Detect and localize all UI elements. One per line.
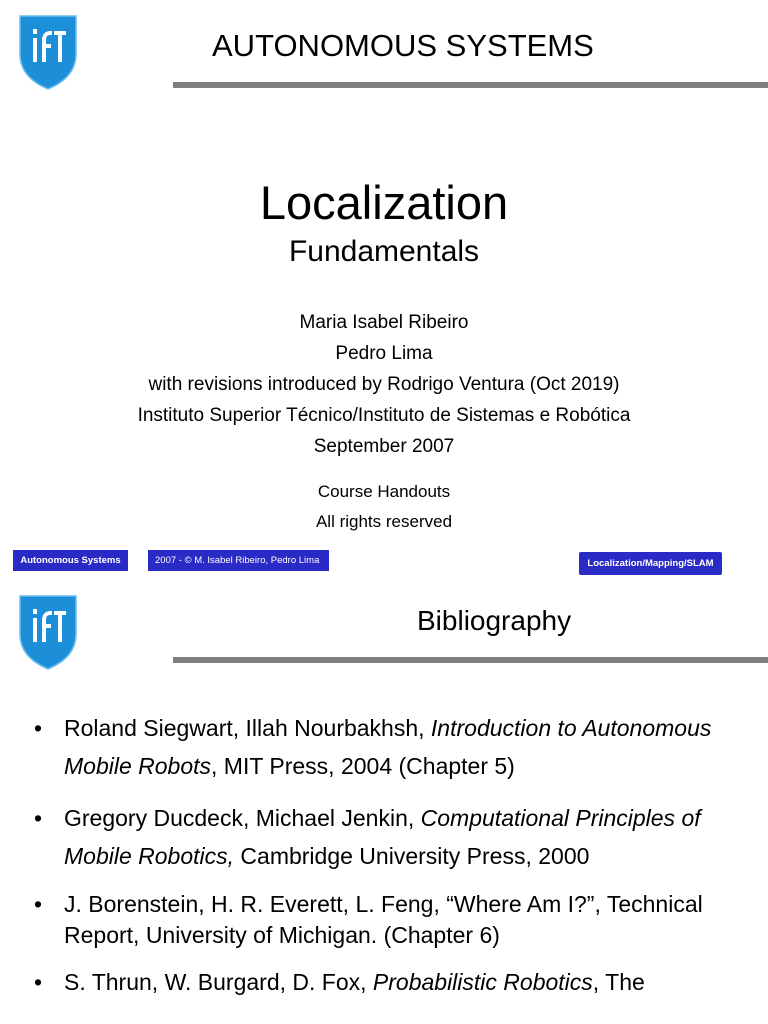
- slide-header: AUTONOMOUS SYSTEMS: [212, 28, 594, 63]
- footer-topic-label: Localization/Mapping/SLAM: [579, 552, 722, 575]
- list-item: [30, 889, 760, 951]
- bib-title: Probabilistic Robotics: [372, 969, 593, 995]
- footer-course-label: Autonomous Systems: [13, 550, 128, 571]
- bib-entry: J. Borenstein, H. R. Everett, L. Feng, “Where Am I?”, Technical Report, University of Michigan. (Chapter 6): [64, 891, 703, 948]
- bib-publisher: , MIT Press, 2004 (Chapter 5): [211, 753, 515, 779]
- list-item: [30, 709, 760, 785]
- bib-authors: Gregory Ducdeck, Michael Jenkin,: [64, 805, 421, 831]
- bullet-icon: •: [34, 805, 43, 831]
- bibliography-slide: [0, 584, 768, 1024]
- bullet-icon: •: [34, 891, 43, 917]
- ist-logo-icon: [18, 14, 78, 90]
- date-line: September 2007: [313, 436, 455, 457]
- bib-publisher: Cambridge University Press, 2000: [234, 843, 590, 869]
- notice-block: [0, 477, 768, 537]
- footer-copyright-label: 2007 - © M. Isabel Ribeiro, Pedro Lima: [148, 550, 329, 571]
- author-line: Maria Isabel Ribeiro: [299, 312, 469, 333]
- bib-title: Computational Principles of Mobile Robotics,: [64, 805, 701, 869]
- ist-logo-icon: [18, 594, 78, 670]
- handouts-label: Course Handouts: [317, 482, 451, 501]
- author-block: [0, 307, 768, 462]
- slide-subtitle: Fundamentals: [288, 235, 480, 268]
- slide-title: Localization: [259, 176, 509, 229]
- author-line: Pedro Lima: [335, 343, 433, 364]
- bullet-icon: •: [34, 715, 43, 741]
- bib-authors: Roland Siegwart, Illah Nourbakhsh,: [64, 715, 431, 741]
- rights-label: All rights reserved: [315, 512, 453, 531]
- bib-title: Introduction to Autonomous Mobile Robots: [64, 715, 712, 779]
- bibliography-list: [30, 709, 760, 1015]
- institution-line: Instituto Superior Técnico/Instituto de Sistemas e Robótica: [137, 405, 631, 426]
- bib-authors: S. Thrun, W. Burgard, D. Fox,: [64, 969, 373, 995]
- list-item: [30, 799, 760, 875]
- header-divider: [173, 657, 768, 663]
- header-divider: [173, 82, 768, 88]
- bullet-icon: •: [34, 969, 43, 995]
- bib-publisher: , The: [592, 969, 645, 995]
- revision-line: with revisions introduced by Rodrigo Ventura (Oct 2019): [148, 374, 620, 395]
- slide-header: Bibliography: [417, 605, 572, 636]
- list-item: [30, 963, 760, 1001]
